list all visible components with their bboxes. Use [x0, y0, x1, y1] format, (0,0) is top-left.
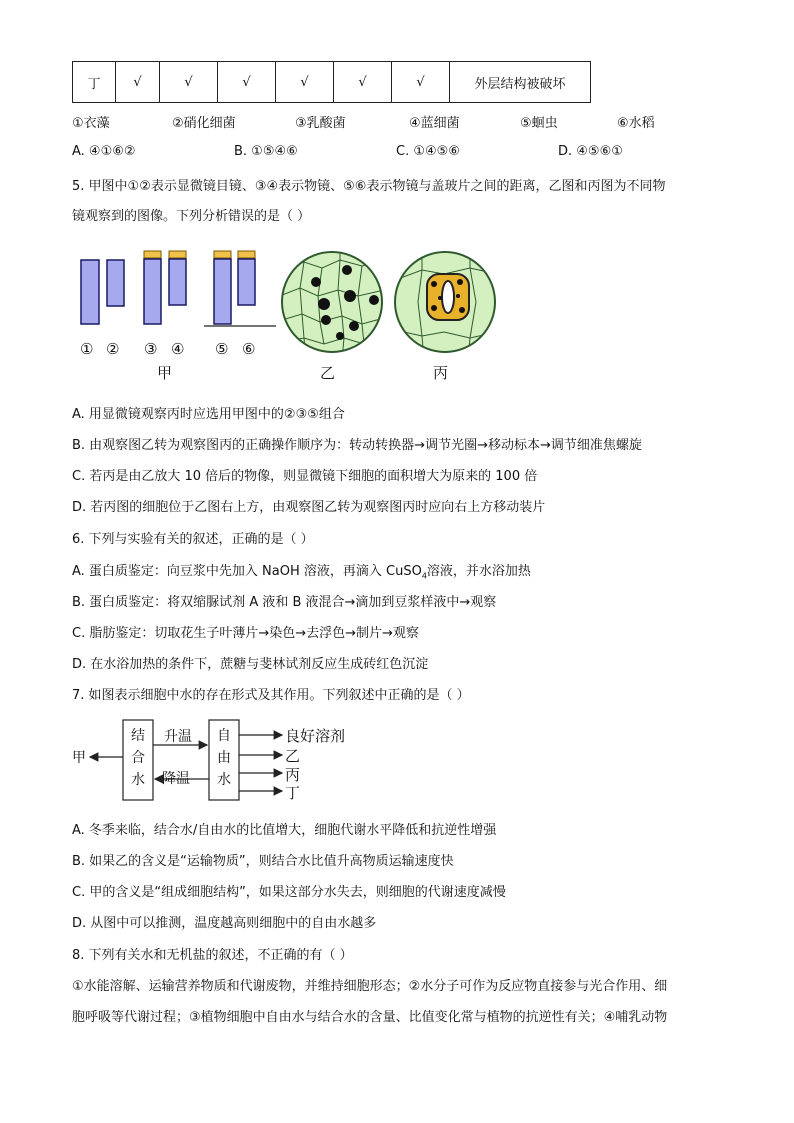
q5-option-d: D. 若丙图的细胞位于乙图右上方，由观察图乙转为观察图丙时应向右上方移动装片	[72, 500, 546, 515]
objective-5	[214, 259, 231, 324]
q4-option-d: D. ④⑤⑥①	[558, 144, 623, 159]
q5-option-c: C. 若丙是由乙放大 10 倍后的物像，则显微镜下细胞的面积增大为原来的 100 倍	[72, 469, 538, 484]
q5-option-b: B. 由观察图乙转为观察图丙的正确操作顺序为：转动转换器→调节光圈→移动标本→调节细准焦螺旋	[72, 438, 642, 453]
table-cell: √	[276, 62, 334, 103]
table-cell: 外层结构被破坏	[450, 62, 591, 103]
q6-option-a	[72, 560, 531, 581]
q6-option-d: D. 在水浴加热的条件下，蔗糖与斐林试剂反应生成砖红色沉淀	[72, 657, 429, 672]
eyepiece-2	[107, 260, 124, 306]
eyepiece-1	[81, 260, 99, 324]
objective-3	[144, 259, 161, 324]
label-3: ③	[144, 340, 158, 358]
table-row	[73, 62, 591, 103]
q6-option-a-subscript: 4	[421, 571, 427, 581]
q6-option-c: C. 脂肪鉴定：切取花生子叶薄片→染色→去浮色→制片→观察	[72, 626, 419, 641]
bound-water-char: 水	[131, 772, 145, 788]
table-cell: √	[160, 62, 218, 103]
organism-3: ③乳酸菌	[295, 116, 346, 131]
output-solvent: 良好溶剂	[285, 727, 346, 745]
q4-option-c: C. ①④⑤⑥	[396, 144, 460, 159]
q5-stem-line1: 5. 甲图中①②表示显微镜目镜、③④表示物镜、⑤⑥表示物镜与盖玻片之间的距离，乙图和丙图为不同物	[72, 179, 666, 194]
q7-option-a: A. 冬季来临，结合水/自由水的比值增大，细胞代谢水平降低和抗逆性增强	[72, 823, 497, 838]
q8-stem: 8. 下列有关水和无机盐的叙述，不正确的有（ ）	[72, 948, 353, 963]
q6-option-a-tail: 溶液，并水浴加热	[426, 564, 531, 579]
label-4: ④	[171, 340, 185, 358]
bound-water-label	[130, 725, 146, 791]
q6-stem: 6. 下列与实验有关的叙述，正确的是（ ）	[72, 532, 314, 547]
objective-thread-5	[214, 251, 231, 258]
free-water-label	[216, 725, 232, 791]
output-ding: 丁	[285, 784, 301, 802]
organism-2: ②硝化细菌	[172, 116, 236, 131]
label-5: ⑤	[215, 340, 229, 358]
q6-option-a-text: A. 蛋白质鉴定：向豆浆中先加入 NaOH 溶液，再滴入 CuSO	[72, 564, 422, 579]
bound-water-char: 结	[131, 728, 145, 744]
table-cell: √	[392, 62, 450, 103]
jia-label: 甲	[72, 750, 86, 766]
output-yi: 乙	[285, 747, 301, 765]
bound-water-char: 合	[131, 750, 145, 766]
q7-option-c: C. 甲的含义是“组成细胞结构”，如果这部分水失去，则细胞的代谢速度减慢	[72, 885, 506, 900]
q7-option-d: D. 从图中可以推测，温度越高则细胞中的自由水越多	[72, 916, 377, 931]
q7-option-b: B. 如果乙的含义是“运输物质”，则结合水比值升高物质运输速度快	[72, 854, 454, 869]
q8-body-line1: ①水能溶解、运输营养物质和代谢废物，并维持细胞形态；②水分子可作为反应物直接参与光合作用、细	[72, 979, 668, 994]
organism-5: ⑤蛔虫	[520, 116, 558, 131]
objective-thread-3	[144, 251, 161, 258]
table-cell: √	[218, 62, 276, 103]
field-yi-low-magnification	[282, 250, 384, 360]
label-yi: 乙	[320, 364, 336, 382]
organism-1: ①衣藻	[72, 116, 110, 131]
objective-4	[169, 259, 186, 305]
organism-6: ⑥水稻	[617, 116, 655, 131]
objective-thread-4	[169, 251, 186, 258]
q4-option-a: A. ④①⑥②	[72, 144, 136, 159]
comparison-table	[72, 61, 591, 103]
q7-stem: 7. 如图表示细胞中水的存在形式及其作用。下列叙述中正确的是（ ）	[72, 688, 470, 703]
objective-6	[238, 259, 255, 305]
q8-body-line2: 胞呼吸等代谢过程；③植物细胞中自由水与结合水的含量、比值变化常与植物的抗逆性有关；④哺乳动物	[72, 1010, 668, 1025]
table-cell: √	[116, 62, 160, 103]
output-bing: 丙	[285, 766, 301, 784]
label-6: ⑥	[242, 340, 256, 358]
free-water-char: 自	[217, 728, 231, 744]
label-2: ②	[106, 340, 120, 358]
free-water-char: 水	[217, 772, 231, 788]
label-bing: 丙	[433, 364, 449, 382]
table-cell: √	[334, 62, 392, 103]
label-1: ①	[80, 340, 94, 358]
q6-option-b: B. 蛋白质鉴定：将双缩脲试剂 A 液和 B 液混合→滴加到豆浆样液中→观察	[72, 595, 497, 610]
organism-4: ④蓝细菌	[409, 116, 460, 131]
heat-label: 升温	[164, 729, 192, 745]
field-bing-high-magnification	[395, 250, 497, 360]
free-water-char: 由	[217, 750, 231, 766]
label-jia: 甲	[157, 364, 173, 382]
q5-option-a: A. 用显微镜观察丙时应选用甲图中的②③⑤组合	[72, 407, 345, 422]
q5-stem-line2: 镜观察到的图像。下列分析错误的是（ ）	[72, 209, 311, 224]
table-cell: 丁	[73, 62, 116, 103]
cool-label: 降温	[162, 771, 190, 787]
q4-option-b: B. ①⑤④⑥	[234, 144, 298, 159]
objective-thread-6	[238, 251, 255, 258]
